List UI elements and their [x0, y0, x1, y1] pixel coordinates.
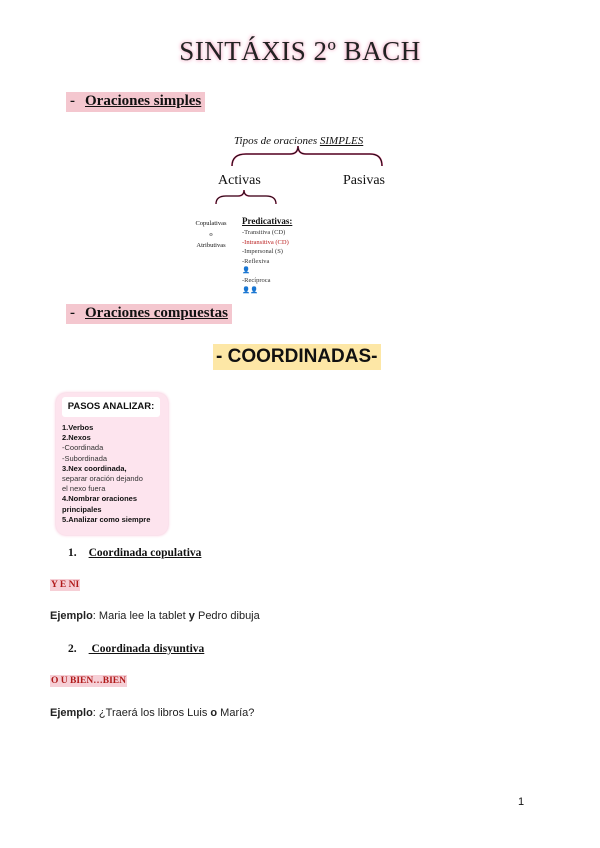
diagram-predicativas-list: [242, 228, 289, 295]
example-text: Pedro dibuja: [194, 610, 260, 622]
section-dash: -: [70, 93, 75, 109]
pasos-item: el nexo fuera: [62, 484, 106, 494]
pasos-list: [62, 423, 166, 525]
diagram-predicativas: Predicativas:: [242, 216, 293, 226]
people-icon: 👤👤: [242, 286, 259, 294]
diagram-title-text: Tipos de oraciones: [234, 135, 320, 147]
section-label: Oraciones simples: [85, 93, 202, 109]
copulativas-line: Copulativas: [195, 220, 227, 227]
item-number: 2.: [68, 643, 77, 655]
pasos-analizar-box: [56, 393, 168, 535]
example-text: María?: [217, 707, 255, 719]
diagram-copulativas: [188, 218, 234, 251]
section-oraciones-compuestas: [66, 304, 232, 324]
diagram-title-emphasis: SIMPLES: [319, 135, 364, 147]
pasos-item: 1.Verbos: [62, 423, 94, 432]
predicativa-item: -Intransitiva (CD): [242, 238, 289, 246]
predicativa-item-reciproca: [242, 276, 289, 295]
section-dash: -: [70, 305, 75, 321]
predicativa-item: -Reflexiva: [242, 257, 270, 265]
pasos-item: 3.Nex coordinada,: [62, 463, 127, 473]
disyuntiva-example: [50, 707, 254, 719]
coordinada-copulativa-heading: [68, 547, 201, 559]
item-number: 1.: [68, 547, 77, 559]
pasos-item: principales: [62, 504, 102, 514]
pasos-item: 4.Nombrar oraciones: [62, 494, 138, 504]
copulativa-example: [50, 610, 260, 622]
predicativa-item: -Transitiva (CD): [242, 229, 286, 236]
example-label: Ejemplo: [50, 707, 93, 719]
copulativas-line: o: [209, 231, 213, 238]
diagram-activas: Activas: [218, 173, 261, 188]
coordinadas-heading: - COORDINADAS-: [213, 344, 381, 370]
copulativas-line: Atributivas: [196, 242, 226, 249]
pasos-item: 2.Nexos: [62, 433, 91, 443]
item-label: Coordinada copulativa: [88, 547, 202, 559]
diagram-brace-lines: [186, 132, 416, 282]
pasos-item: -Subordinada: [62, 453, 108, 463]
page-title: SINTÁXIS 2º BACH: [179, 36, 421, 66]
predicativa-item-reflexiva: [242, 257, 289, 276]
simple-sentences-diagram: [186, 132, 416, 294]
section-label: Oraciones compuestas: [85, 305, 228, 321]
diagram-title: [234, 135, 363, 147]
example-text: : ¿Traerá los libros Luis: [92, 707, 211, 719]
predicativa-item: -Recíproca: [242, 276, 271, 284]
pasos-item: 5.Analizar como siempre: [62, 514, 151, 524]
section-oraciones-simples: [66, 92, 205, 112]
example-text: : Maria lee la tablet: [92, 610, 189, 622]
predicativa-item: -Impersonal (S): [242, 248, 283, 256]
person-icon: 👤: [242, 267, 251, 275]
diagram-pasivas: Pasivas: [343, 173, 385, 188]
pasos-item: -Coordinada: [62, 443, 104, 453]
pasos-header: PASOS ANALIZAR:: [62, 397, 160, 417]
coordinada-disyuntiva-heading: [68, 643, 204, 655]
pasos-item: separar oración dejando: [62, 474, 143, 484]
page-number: 1: [518, 796, 525, 808]
example-nexo: y: [188, 610, 195, 622]
item-label: Coordinada disyuntiva: [88, 643, 205, 655]
copulativa-nexos-tag: Y E NI: [51, 580, 80, 590]
example-label: Ejemplo: [50, 610, 93, 622]
example-nexo: o: [210, 707, 218, 719]
disyuntiva-nexos-tag: O U BIEN…BIEN: [51, 676, 126, 686]
